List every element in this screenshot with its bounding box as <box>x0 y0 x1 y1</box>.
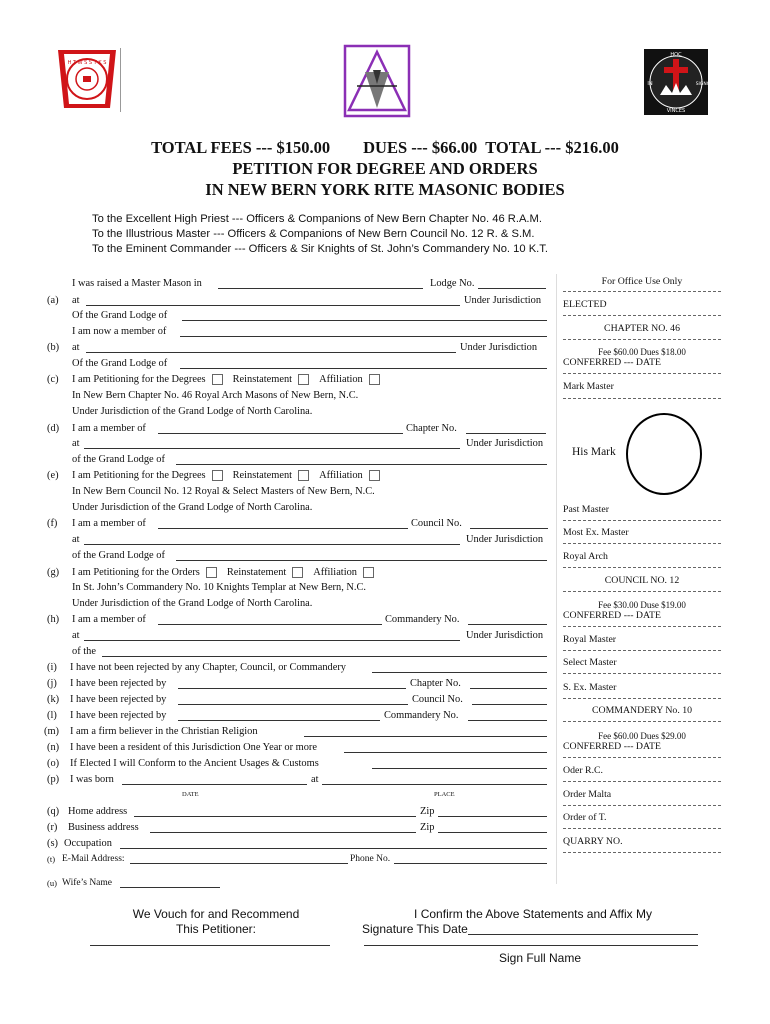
office-commandery-fees: Fee $60.00 Dues $29.00 <box>598 731 686 741</box>
business-zip-field[interactable] <box>438 832 547 833</box>
chapter-text-2: Under Jurisdiction of the Grand Lodge of North Carolina. <box>72 406 313 417</box>
office-s-ex-master: S. Ex. Master <box>563 682 617 693</box>
f-under-jurisdiction: Under Jurisdiction <box>466 534 544 545</box>
d-member-of-label: I am a member of <box>72 423 146 434</box>
b-at-field[interactable] <box>86 352 456 353</box>
k-council-no-label: Council No. <box>412 694 463 705</box>
a-at-label: at <box>72 295 80 306</box>
j-rejected-field[interactable] <box>178 688 406 689</box>
business-address-label: Business address <box>68 822 139 833</box>
his-mark-label: His Mark <box>572 446 616 458</box>
h-member-of-field[interactable] <box>158 624 382 625</box>
g-affiliation-label: Affiliation <box>313 567 357 578</box>
e-affiliation-checkbox[interactable] <box>369 470 380 481</box>
office-commandery: COMMANDERY No. 10 <box>591 705 693 716</box>
confirm-line-2: Signature This Date <box>362 922 468 936</box>
c-degrees-checkbox[interactable] <box>212 374 223 385</box>
address-chapter: To the Excellent High Priest --- Officers & Companions of New Bern Chapter No. 46 R.A.M. <box>92 213 542 225</box>
occupation-label: Occupation <box>64 838 112 849</box>
g-affiliation-checkbox[interactable] <box>363 567 374 578</box>
k-rejected-field[interactable] <box>178 704 408 705</box>
born-at-label: at <box>311 774 319 785</box>
email-label: E-Mail Address: <box>62 854 125 864</box>
office-order-malta: Order Malta <box>563 789 612 800</box>
f-at-label: at <box>72 534 80 545</box>
signature-date-field[interactable] <box>468 934 698 935</box>
religion-label: I am a firm believer in the Christian Religion <box>70 726 258 737</box>
item-f: (f) <box>47 518 58 529</box>
svg-text:H T W S S T K S: H T W S S T K S <box>67 60 107 66</box>
item-o: (o) <box>47 758 60 769</box>
commandery-text-2: Under Jurisdiction of the Grand Lodge of North Carolina. <box>72 598 313 609</box>
item-b: (b) <box>47 342 60 353</box>
office-chapter-conferred: CONFERRED --- DATE <box>563 357 661 368</box>
h-commandery-no-field[interactable] <box>468 624 547 625</box>
office-order-t: Order of T. <box>563 812 607 823</box>
item-d: (d) <box>47 423 60 434</box>
item-u: (u) <box>47 878 57 888</box>
h-of-the-label: of the <box>72 646 96 657</box>
item-h: (h) <box>47 614 60 625</box>
home-address-label: Home address <box>68 806 128 817</box>
j-chapter-no-label: Chapter No. <box>410 678 461 689</box>
b-at-label: at <box>72 342 80 353</box>
e-affiliation-label: Affiliation <box>319 470 363 481</box>
email-field[interactable] <box>130 863 348 864</box>
address-council: To the Illustrious Master --- Officers & Companions of New Bern Council No. 12 R. & S.M. <box>92 228 535 240</box>
d-chapter-no-field[interactable] <box>466 433 546 434</box>
e-degrees-checkbox[interactable] <box>212 470 223 481</box>
born-place-field[interactable] <box>322 784 547 785</box>
raised-label: I was raised a Master Mason in <box>72 278 202 289</box>
office-council: COUNCIL NO. 12 <box>604 575 680 586</box>
office-commandery-conferred: CONFERRED --- DATE <box>563 741 661 752</box>
place-caption: PLACE <box>434 791 455 798</box>
h-at-field[interactable] <box>84 640 460 641</box>
motto-left: IN <box>647 81 653 87</box>
royal-arch-logo <box>52 46 122 112</box>
d-grand-lodge-field[interactable] <box>176 464 547 465</box>
l-commandery-no-field[interactable] <box>468 720 547 721</box>
petition-title: PETITION FOR DEGREE AND ORDERS <box>232 159 538 178</box>
chapter-text-1: In New Bern Chapter No. 46 Royal Arch Masons of New Bern, N.C. <box>72 390 359 401</box>
h-commandery-no-label: Commandery No. <box>385 614 460 625</box>
office-mark-master: Mark Master <box>563 381 614 392</box>
j-rejected-label: I have been rejected by <box>70 678 167 689</box>
motto-right: SIGNO <box>695 82 711 87</box>
resident-field[interactable] <box>344 752 547 753</box>
motto-bottom: VINCES <box>666 108 686 114</box>
k-rejected-label: I have been rejected by <box>70 694 167 705</box>
b-grand-lodge-field[interactable] <box>180 368 547 369</box>
b-under-jurisdiction: Under Jurisdiction <box>460 342 538 353</box>
h-of-the-field[interactable] <box>102 656 547 657</box>
lodge-no-label: Lodge No. <box>430 278 475 289</box>
d-at-label: at <box>72 438 80 449</box>
g-petitioning-label: I am Petitioning for the Orders <box>72 567 200 578</box>
resident-label: I have been a resident of this Jurisdiction One Year or more <box>70 742 317 753</box>
office-council-fees: Fee $30.00 Duse $19.00 <box>598 600 686 610</box>
b-grand-lodge-label: Of the Grand Lodge of <box>72 358 168 369</box>
e-reinstatement-label: Reinstatement <box>232 470 293 481</box>
office-royal-master: Royal Master <box>563 634 617 645</box>
item-l: (l) <box>47 710 57 721</box>
e-reinstatement-checkbox[interactable] <box>298 470 309 481</box>
a-at-field[interactable] <box>86 305 460 306</box>
item-e: (e) <box>47 470 59 481</box>
c-affiliation-label: Affiliation <box>319 374 363 385</box>
business-zip-label: Zip <box>420 822 435 833</box>
now-member-field[interactable] <box>180 336 547 337</box>
vouch-line-1: We Vouch for and Recommend <box>132 907 300 921</box>
not-rejected-label: I have not been rejected by any Chapter, Council, or Commandery <box>70 662 347 673</box>
item-k: (k) <box>47 694 60 705</box>
d-member-of-field[interactable] <box>158 433 403 434</box>
wife-name-field[interactable] <box>120 887 220 888</box>
item-p: (p) <box>47 774 60 785</box>
h-under-jurisdiction: Under Jurisdiction <box>466 630 544 641</box>
wife-name-label: Wife’s Name <box>62 878 113 888</box>
a-grand-lodge-label: Of the Grand Lodge of <box>72 310 168 321</box>
item-i: (i) <box>47 662 57 673</box>
phone-label: Phone No. <box>350 854 391 864</box>
d-at-field[interactable] <box>84 448 460 449</box>
a-under-jurisdiction: Under Jurisdiction <box>464 295 542 306</box>
f-member-of-label: I am a member of <box>72 518 146 529</box>
item-m: (m) <box>44 726 60 737</box>
conform-field[interactable] <box>372 768 547 769</box>
religion-field[interactable] <box>304 736 547 737</box>
d-grand-lodge-label: of the Grand Lodge of <box>72 454 165 465</box>
office-column-divider <box>556 274 557 884</box>
c-affiliation-checkbox[interactable] <box>369 374 380 385</box>
g-orders-checkbox[interactable] <box>206 567 217 578</box>
born-date-field[interactable] <box>122 784 307 785</box>
office-oder-rc: Oder R.C. <box>563 765 604 776</box>
motto-top: HOC <box>670 52 682 58</box>
office-council-conferred: CONFERRED --- DATE <box>563 610 661 621</box>
g-reinstatement-checkbox[interactable] <box>292 567 303 578</box>
address-commandery: To the Eminent Commander --- Officers & Sir Knights of St. John’s Commandery No. 10 K.T. <box>92 243 548 255</box>
a-grand-lodge-field[interactable] <box>182 320 547 321</box>
home-zip-label: Zip <box>420 806 435 817</box>
bodies-title: IN NEW BERN YORK RITE MASONIC BODIES <box>205 180 565 199</box>
home-address-field[interactable] <box>134 816 416 817</box>
now-member-label: I am now a member of <box>72 326 167 337</box>
c-reinstatement-label: Reinstatement <box>232 374 293 385</box>
item-r: (r) <box>47 822 58 833</box>
j-chapter-no-field[interactable] <box>470 688 547 689</box>
f-at-field[interactable] <box>84 544 460 545</box>
e-petitioning-label: I am Petitioning for the Degrees <box>72 470 206 481</box>
item-c: (c) <box>47 374 59 385</box>
confirm-line-1: I Confirm the Above Statements and Affix My <box>414 907 652 921</box>
office-quarry: QUARRY NO. <box>563 836 623 847</box>
item-a: (a) <box>47 295 59 306</box>
l-rejected-field[interactable] <box>178 720 380 721</box>
c-petitioning-label: I am Petitioning for the Degrees <box>72 374 206 385</box>
commandery-text-1: In St. John’s Commandery No. 10 Knights Templar at New Bern, N.C. <box>72 582 367 593</box>
phone-field[interactable] <box>394 863 547 864</box>
office-select-master: Select Master <box>563 657 617 668</box>
f-council-no-field[interactable] <box>470 528 548 529</box>
f-grand-lodge-label: of the Grand Lodge of <box>72 550 165 561</box>
office-past-master: Past Master <box>563 504 609 515</box>
templar-in-hoc-signo-logo <box>640 45 712 119</box>
fees-title: TOTAL FEES --- $150.00 DUES --- $66.00 TOTAL --- $216.00 <box>151 138 619 157</box>
born-label: I was born <box>70 774 114 785</box>
full-signature-field[interactable] <box>364 945 698 946</box>
item-j: (j) <box>47 678 57 689</box>
item-n: (n) <box>47 742 60 753</box>
business-address-field[interactable] <box>150 832 416 833</box>
office-most-ex-master: Most Ex. Master <box>563 527 629 538</box>
lodge-no-field[interactable] <box>478 288 546 289</box>
d-under-jurisdiction: Under Jurisdiction <box>466 438 544 449</box>
raised-lodge-field[interactable] <box>218 288 423 289</box>
item-t: (t) <box>47 854 56 864</box>
l-commandery-no-label: Commandery No. <box>384 710 459 721</box>
home-zip-field[interactable] <box>438 816 547 817</box>
l-rejected-label: I have been rejected by <box>70 710 167 721</box>
office-title: For Office Use Only <box>601 276 683 287</box>
triangle-emblem-logo <box>343 44 411 118</box>
vouch-line-2: This Petitioner: <box>175 922 257 936</box>
office-chapter-fees: Fee $60.00 Dues $18.00 <box>598 347 686 357</box>
h-member-of-label: I am a member of <box>72 614 146 625</box>
g-reinstatement-label: Reinstatement <box>226 567 287 578</box>
vouch-signature-field[interactable] <box>90 945 330 946</box>
conform-label: If Elected I will Conform to the Ancient Usages & Customs <box>70 758 319 769</box>
occupation-field[interactable] <box>120 848 547 849</box>
office-elected: ELECTED <box>563 299 607 310</box>
his-mark-circle[interactable] <box>626 413 702 495</box>
c-reinstatement-checkbox[interactable] <box>298 374 309 385</box>
not-rejected-field[interactable] <box>372 672 547 673</box>
date-caption: DATE <box>182 791 199 798</box>
f-member-of-field[interactable] <box>158 528 408 529</box>
d-chapter-no-label: Chapter No. <box>406 423 457 434</box>
k-council-no-field[interactable] <box>472 704 547 705</box>
item-g: (g) <box>47 567 60 578</box>
office-chapter: CHAPTER NO. 46 <box>604 323 680 334</box>
h-at-label: at <box>72 630 80 641</box>
f-council-no-label: Council No. <box>411 518 462 529</box>
council-text-1: In New Bern Council No. 12 Royal & Select Masters of New Bern, N.C. <box>72 486 375 497</box>
sign-full-name-label: Sign Full Name <box>498 951 582 965</box>
item-q: (q) <box>47 806 60 817</box>
council-text-2: Under Jurisdiction of the Grand Lodge of North Carolina. <box>72 502 313 513</box>
f-grand-lodge-field[interactable] <box>176 560 547 561</box>
item-s: (s) <box>47 838 58 849</box>
office-royal-arch: Royal Arch <box>563 551 608 562</box>
